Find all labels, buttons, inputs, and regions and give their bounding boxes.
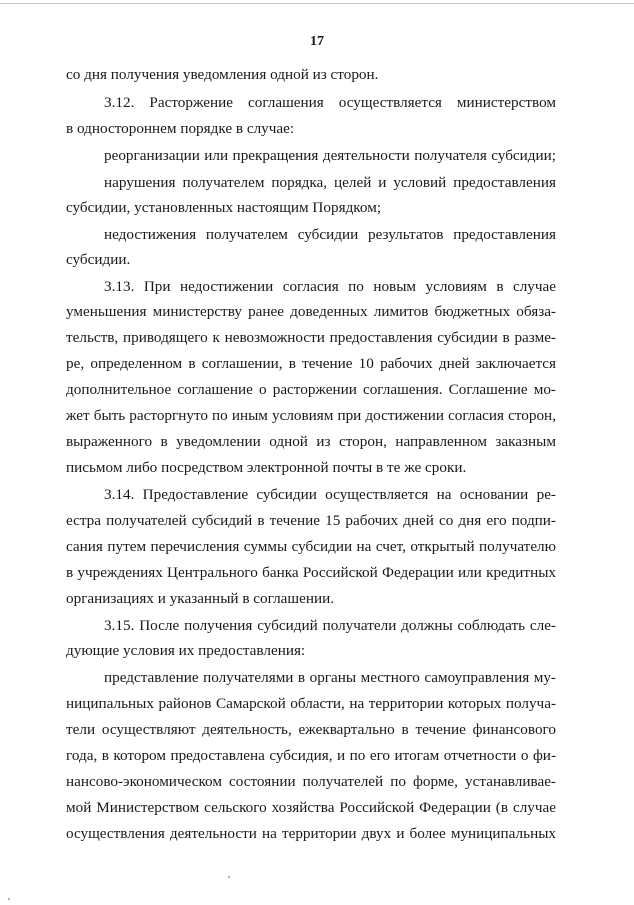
text-line: 3.14. Предоставление субсидии осуществляется на основании ре-	[104, 486, 556, 503]
text-line: в одностороннем порядке в случае:	[66, 120, 295, 137]
text-line: ниципальных районов Самарской области, на территории которых получа-	[66, 695, 556, 712]
text-line: 3.13. При недостижении согласия по новым условиям в случае	[104, 278, 556, 295]
text-line: субсидии, установленных настоящим Порядком;	[66, 199, 382, 216]
scan-speck	[8, 898, 10, 900]
text-line: естра получателей субсидий в течение 15 рабочих дней со дня его подпи-	[66, 512, 556, 529]
text-line: недостижения получателем субсидии результатов предоставления	[104, 226, 556, 243]
text-line: письмом либо посредством электронной почты в те же сроки.	[66, 459, 467, 476]
text-line: со дня получения уведомления одной из сторон.	[66, 66, 379, 83]
text-line: уменьшения министерству ранее доведенных лимитов бюджетных обяза-	[66, 303, 556, 320]
text-line: нансово-экономическом состоянии получателей по форме, устанавливае-	[66, 773, 556, 790]
text-line: дополнительное соглашение о расторжении соглашения. Соглашение мо-	[66, 381, 556, 398]
text-line: субсидии.	[66, 251, 131, 268]
text-line: года, в котором предоставлена субсидия, и по его итогам отчетности о фи-	[66, 747, 556, 764]
text-line: жет быть расторгнуто по иным условиям при достижении согласия сторон,	[66, 407, 556, 424]
scan-top-edge	[0, 3, 634, 4]
page-number: 17	[310, 34, 324, 49]
text-line: представление получателями в органы местного самоуправления му-	[104, 669, 556, 686]
text-line: организациях и указанный в соглашении.	[66, 590, 335, 607]
text-line: тели осуществляют деятельность, ежеквартально в течение финансового	[66, 721, 556, 738]
text-line: сания путем перечисления суммы субсидии на счет, открытый получателю	[66, 538, 556, 555]
text-line: 3.15. После получения субсидий получатели должны соблюдать сле-	[104, 617, 556, 634]
scan-speck	[228, 876, 230, 878]
text-line: реорганизации или прекращения деятельности получателя субсидии;	[104, 147, 556, 164]
text-line: тельств, приводящего к невозможности предоставления субсидии в разме-	[66, 329, 556, 346]
text-line: осуществления деятельности на территории двух и более муниципальных	[66, 825, 556, 842]
text-line: в учреждениях Центрального банка Российской Федерации или кредитных	[66, 564, 556, 581]
text-line: 3.12. Расторжение соглашения осуществляется министерством	[104, 94, 556, 111]
text-line: ре, определенном в соглашении, в течение 10 рабочих дней заключается	[66, 355, 556, 372]
text-line: нарушения получателем порядка, целей и условий предоставления	[104, 174, 556, 191]
text-line: выраженного в уведомлении одной из сторон, направленном заказным	[66, 433, 556, 450]
text-line: дующие условия их предоставления:	[66, 642, 306, 659]
text-line: мой Министерством сельского хозяйства Российской Федерации (в случае	[66, 799, 556, 816]
